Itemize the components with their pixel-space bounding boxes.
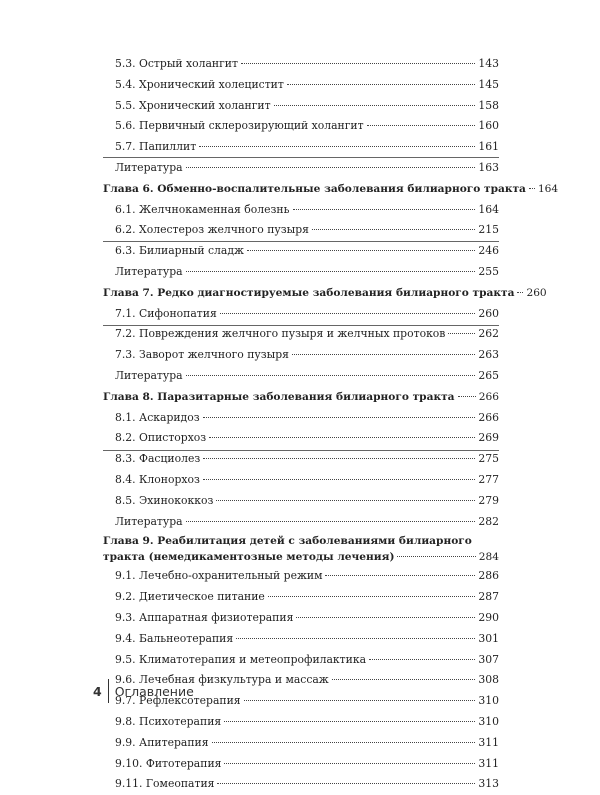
chapter-entry[interactable] xyxy=(103,387,499,408)
toc-entry-page: 279 xyxy=(478,493,499,507)
toc-entry-title: Литература xyxy=(115,514,183,528)
toc-entry-title: Глава 7. Редко диагностируемые заболевания билиарного тракта xyxy=(103,286,515,299)
toc-entry-title: 8.5. Эхинококкоз xyxy=(115,493,214,507)
chapter-entry[interactable] xyxy=(103,283,547,304)
dot-leader xyxy=(293,209,476,210)
dot-leader xyxy=(312,229,475,230)
toc-entry-title: 8.2. Описторхоз xyxy=(115,431,207,445)
toc-entry-title: 9.2. Диетическое питание xyxy=(115,590,265,604)
dot-leader xyxy=(247,250,475,251)
toc-entry[interactable] xyxy=(103,220,499,241)
toc-entry-page: 269 xyxy=(478,431,499,445)
dot-leader xyxy=(367,125,476,126)
footer-divider xyxy=(108,679,109,703)
toc-entry[interactable] xyxy=(103,470,499,491)
toc-entry-title: 8.4. Клонорхоз xyxy=(115,472,200,486)
toc-entry-title: 8.3. Фасциолез xyxy=(115,452,201,466)
toc-entry[interactable] xyxy=(103,116,499,137)
dot-leader xyxy=(203,479,476,480)
toc-entry-title: Литература xyxy=(115,160,183,174)
toc-entry-title: Глава 6. Обменно-воспалительные заболевания билиарного тракта xyxy=(103,182,526,195)
toc-entry-title: тракта (немедикаментозные методы лечения) xyxy=(103,551,395,564)
toc-entry-page: 307 xyxy=(478,652,499,666)
toc-entry-title: 5.3. Острый холангит xyxy=(115,57,238,70)
toc-entry[interactable] xyxy=(103,366,499,387)
dot-leader xyxy=(244,700,476,701)
toc-block xyxy=(103,304,499,387)
toc-entry-page: 277 xyxy=(478,472,499,486)
dot-leader xyxy=(397,556,475,557)
dot-leader xyxy=(186,167,476,168)
toc-entry-page: 145 xyxy=(478,77,499,91)
toc-entry[interactable] xyxy=(103,566,499,587)
toc-entry-title: 9.10. Фитотерапия xyxy=(115,756,222,770)
toc-entry-page: 164 xyxy=(478,202,499,216)
toc-entry-page: 275 xyxy=(478,452,499,466)
toc-entry-page: 311 xyxy=(478,735,499,749)
dot-leader xyxy=(458,396,476,397)
dot-leader xyxy=(517,292,523,293)
dot-leader xyxy=(212,742,476,743)
toc-entry-title: 9.5. Климатотерапия и метеопрофилактика xyxy=(115,652,367,666)
toc-entry-page: 301 xyxy=(478,631,499,645)
toc-entry[interactable] xyxy=(103,137,499,158)
toc-entry-title: 5.5. Хронический холангит xyxy=(115,98,271,112)
toc-entry-page: 308 xyxy=(478,673,499,687)
page-footer xyxy=(93,679,194,703)
toc-entry-page: 163 xyxy=(478,160,499,174)
dot-leader xyxy=(199,146,475,147)
toc-entry-title: 9.3. Аппаратная физиотерапия xyxy=(115,610,294,624)
section-divider xyxy=(103,450,499,451)
toc-block xyxy=(103,408,499,533)
toc-entry-page: 310 xyxy=(478,694,499,708)
toc-entry-page: 255 xyxy=(478,264,499,278)
dot-leader xyxy=(332,679,476,680)
toc-entry-page: 160 xyxy=(478,119,499,133)
dot-leader xyxy=(369,659,475,660)
dot-leader xyxy=(268,596,476,597)
toc-entry[interactable] xyxy=(103,200,499,221)
toc-entry[interactable] xyxy=(103,304,499,325)
toc-entry-page: 265 xyxy=(478,368,499,382)
toc-entry-page: 161 xyxy=(478,140,499,154)
toc-entry-title: Литература xyxy=(115,368,183,382)
toc-entry-title: 7.3. Заворот желчного пузыря xyxy=(115,348,289,362)
toc-entry[interactable] xyxy=(103,345,499,366)
chapter-entry-line2[interactable] xyxy=(103,548,499,566)
dot-leader xyxy=(274,105,476,106)
toc-entry-title: 8.1. Аскаридоз xyxy=(115,410,200,424)
toc-entry[interactable] xyxy=(103,408,499,429)
toc-entry-page: 284 xyxy=(478,551,499,564)
dot-leader xyxy=(224,763,475,764)
toc-entry-title: 5.4. Хронический холецистит xyxy=(115,77,284,91)
dot-leader xyxy=(220,313,476,314)
toc-entry-title: Глава 8. Паразитарные заболевания билиарного тракта xyxy=(103,390,455,403)
toc-entry[interactable] xyxy=(103,754,499,775)
dot-leader xyxy=(529,188,535,189)
section-divider xyxy=(103,325,499,326)
toc-entry[interactable] xyxy=(103,54,499,75)
toc-entry[interactable] xyxy=(103,629,499,650)
toc-entry-page: 311 xyxy=(478,756,499,770)
toc-entry[interactable] xyxy=(103,158,499,179)
toc-entry-title: 9.6. Лечебная физкультура и массаж xyxy=(115,673,329,687)
toc-entry-page: 260 xyxy=(526,286,547,299)
toc-entry[interactable] xyxy=(103,75,499,96)
toc-entry-page: 215 xyxy=(478,223,499,237)
toc-entry-title: 9.7. Рефлексотерапия xyxy=(115,694,241,708)
section-divider xyxy=(103,241,499,242)
dot-leader xyxy=(292,354,475,355)
toc-entry[interactable] xyxy=(103,733,499,754)
toc-entry-title: 7.1. Сифонопатия xyxy=(115,306,217,320)
dot-leader xyxy=(448,333,475,334)
toc-entry-page: 262 xyxy=(478,327,499,341)
dot-leader xyxy=(296,617,475,618)
toc-entry-page: 164 xyxy=(537,182,559,195)
toc-entry[interactable] xyxy=(103,650,499,671)
toc-entry-page: 286 xyxy=(478,569,499,583)
toc-entry[interactable] xyxy=(103,587,499,608)
toc-entry[interactable] xyxy=(103,512,499,533)
dot-leader xyxy=(186,271,476,272)
toc-entry[interactable] xyxy=(103,324,499,345)
dot-leader xyxy=(217,783,475,784)
toc-entry-title: 9.11. Гомеопатия xyxy=(115,777,215,791)
toc-entry-title: 5.6. Первичный склерозирующий холангит xyxy=(115,119,364,133)
toc-entry-page: 287 xyxy=(478,590,499,604)
toc-entry-page: 282 xyxy=(478,514,499,528)
toc-entry[interactable] xyxy=(103,608,499,629)
toc-entry-title: Глава 9. Реабилитация детей с заболеваниями билиарного xyxy=(103,535,472,548)
toc-block xyxy=(103,54,499,179)
dot-leader xyxy=(186,521,476,522)
toc-entry[interactable] xyxy=(103,774,499,795)
chapter-entry[interactable] xyxy=(103,179,559,200)
dot-leader xyxy=(287,84,476,85)
dot-leader xyxy=(236,638,475,639)
toc-entry-title: 9.8. Психотерапия xyxy=(115,714,222,728)
toc-entry-title: 9.4. Бальнеотерапия xyxy=(115,631,234,645)
dot-leader xyxy=(203,458,475,459)
page-number: 4 xyxy=(93,683,102,699)
dot-leader xyxy=(203,417,476,418)
footer-section-title: Оглавление xyxy=(114,683,194,699)
toc-entry-title: 9.9. Апитерапия xyxy=(115,735,209,749)
toc-entry[interactable] xyxy=(103,712,499,733)
toc-entry-title: 9.1. Лечебно-охранительный режим xyxy=(115,569,323,583)
toc-entry-title: 7.2. Повреждения желчного пузыря и желчных протоков xyxy=(115,327,446,341)
toc-entry-title: Литература xyxy=(115,264,183,278)
toc-entry-page: 158 xyxy=(478,98,499,112)
dot-leader xyxy=(241,63,475,64)
toc-entry-page: 263 xyxy=(478,348,499,362)
toc-entry-title: 5.7. Папиллит xyxy=(115,140,197,154)
toc-entry[interactable] xyxy=(103,491,499,512)
toc-entry-page: 310 xyxy=(478,714,499,728)
toc-entry-page: 260 xyxy=(478,306,499,320)
dot-leader xyxy=(216,500,475,501)
toc-entry-page: 313 xyxy=(478,777,499,791)
toc-entry[interactable] xyxy=(103,96,499,117)
toc-entry-page: 290 xyxy=(478,610,499,624)
toc-entry-page: 266 xyxy=(478,390,499,403)
section-divider xyxy=(103,157,499,158)
toc-entry[interactable] xyxy=(103,428,499,449)
toc-entry-title: 6.1. Желчнокаменная болезнь xyxy=(115,202,290,216)
toc-entry-title: 6.2. Холестероз желчного пузыря xyxy=(115,223,309,237)
toc-entry[interactable] xyxy=(103,241,499,262)
toc-entry-page: 266 xyxy=(478,410,499,424)
toc-entry-page: 246 xyxy=(478,244,499,258)
dot-leader xyxy=(224,721,475,722)
dot-leader xyxy=(209,437,475,438)
dot-leader xyxy=(186,375,476,376)
toc-entry[interactable] xyxy=(103,449,499,470)
chapter-entry-line1[interactable] xyxy=(103,534,499,548)
toc-entry-page: 143 xyxy=(478,57,499,70)
dot-leader xyxy=(325,575,475,576)
toc-entry[interactable] xyxy=(103,262,499,283)
toc-entry-title: 6.3. Билиарный сладж xyxy=(115,244,244,258)
